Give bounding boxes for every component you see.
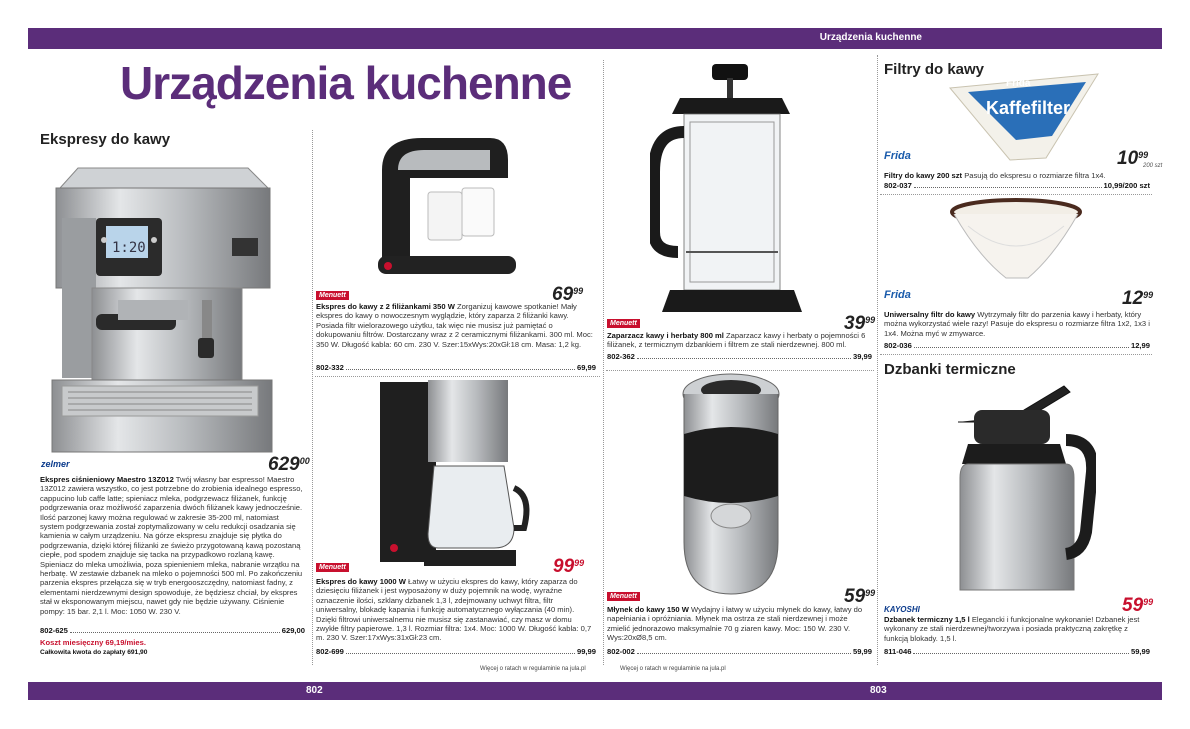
mesh-filter-image <box>948 196 1084 282</box>
sku-row-drip: 802-699 99,99 <box>316 647 596 656</box>
installment-note: Więcej o ratach w regulaminie na jula.pl <box>480 666 586 672</box>
row-divider <box>880 354 1152 355</box>
section-title-espresso: Ekspresy do kawy <box>40 131 171 148</box>
description-two-cup: Ekspres do kawy z 2 filiżankami 350 W Zorganizuj kawowe spotkanie! Mały ekspres do kawy o nowoczesnym wyglądzie, który zaparza 2 filiżanki kawy. Posiada filtr wielorazowego użytku, tak więc nie musisz już pamiętać o dokupowaniu filtrów. Dostarczany wraz z 2 ceramicznymi filiżankami. 300 ml. Moc: 350 W. Długość kabla: 60 cm. 230 V. Szer:15xWys:20xGł:18 cm. Masa: 1,2 kg. <box>316 302 593 349</box>
description-press: Zaparzacz kawy i herbaty 800 ml Zaparzacz kawy i herbaty o pojemności 6 filiżanek, z termicznym dzbankiem i filtrem ze stali nierdzewnej. 800 ml. <box>607 331 866 350</box>
section-title-thermos: Dzbanki termiczne <box>884 361 1016 378</box>
sku-row-maestro: 802-625 629,00 <box>40 626 305 635</box>
svg-text:1:20: 1:20 <box>112 240 146 256</box>
description-maestro: Ekspres ciśnieniowy Maestro 13Z012 Twój własny bar espresso! Maestro 13Z012 zawiera wszystko, co jest potrzebne do zrobienia idealnego espresso, cappucino lub caffe latte; spieniacz mleka, podgrzewacz filiżanek, funkcję podgrzewania oraz możliwość zaparzenia dwóch filiżanek kawy jednocześnie. Ilość parzonej kawy można regulować w zakresie 35-200 ml, natomiast system podgrzewania został zoptymalizowany w celu redukcji osadzania się kamienia w całym urządzeniu. Na górze ekspresu znajduje się płytka do podgrzewania, dzięki której filiżanki ze świeżo przygotowaną kawą pozostaną ciepłe, pod spodem znajduje się tacka na przypadkowo rozlaną kawę. Spieniacz do mleka umożliwia, poza spienieniem mleka, nabranie wrzątku na herbatę. W zestawie dzbanek na mleko o pojemności 500 ml. Po zakończeniu parzenia ekspres przełącza się w tryb energooszczędny, natomiast fadny, z elementami nierdzewnymi design spowoduje, że będziesz chciał, by ekspres stał w eksponowanym miejscu, nawet gdy nie będzie używany. Ciśnienie pompy: 15 bar. 2,1 l. Moc: 1050 W. 230 V. <box>40 475 303 616</box>
brand-logo-menuett: Menuett <box>316 563 349 572</box>
sku-row-mesh-filter: 802-036 12,99 <box>884 341 1150 350</box>
sku-row-grinder: 802-002 59,99 <box>607 647 872 656</box>
brand-logo-frida: Frida <box>884 150 911 162</box>
price-thermos: $59^{99}$ <box>1122 595 1154 616</box>
paper-filters-image <box>946 70 1102 162</box>
french-press-image <box>650 62 810 317</box>
total-cost-maestro: Całkowita kwota do zapłaty 691,90 <box>40 649 148 656</box>
description-paper-filters: Filtry do kawy 200 szt Pasują do ekspresu o rozmiarze filtra 1x4. <box>884 171 1106 180</box>
brand-logo-zelmer: zelmer <box>41 459 70 469</box>
column-divider <box>877 55 878 665</box>
monthly-cost-maestro: Koszt miesięczny 69,19/mies. <box>40 638 146 647</box>
thermos-jug-image <box>954 382 1096 598</box>
price-grinder: $59^{99}$ <box>844 586 876 607</box>
price-press: $39^{99}$ <box>844 313 876 334</box>
pack-label-text: Kaffefilter <box>986 98 1071 118</box>
brand-logo-kayoshi: KAYOSHI <box>884 605 920 614</box>
brand-logo-frida: Frida <box>884 289 911 301</box>
sku-row-two-cup: 802-332 69,99 <box>316 363 596 372</box>
description-drip: Ekspres do kawy 1000 W Łatwy w użyciu ekspres do kawy, który zaparza do dziesięciu filiżanek i jest wyposażony w duży pojemnik na wodę, wyraźne oznaczenie ilości, szklany dzbanek 1,3 l, zdejmowany uchwyt filtra, filtr uniwersalny, blokadę kapania i funkcję automatycznego wyłączania (40 min). Dzięki filtrowi uniwersalnemu nie musisz się zastanawiać, czy masz w domu zwykłe filtry papierowe. 1,3 l. Rozmiar filtra: 1x4. Moc: 1000 W. Długość kabla: 0,7 m. 230 V. Szer:17xWys:31xGł:23 cm. <box>316 577 592 643</box>
brand-logo-menuett: Menuett <box>316 291 349 300</box>
page-number-right: 803 <box>870 685 887 696</box>
page-title: Urządzenia kuchenne <box>120 57 572 109</box>
installment-note: Więcej o ratach w regulaminie na jula.pl <box>620 666 726 672</box>
brand-logo-menuett: Menuett <box>607 592 640 601</box>
espresso-machine-image <box>48 160 280 456</box>
sku-row-press: 802-362 39,99 <box>607 352 872 361</box>
coffee-grinder-image <box>678 372 784 598</box>
row-divider <box>880 194 1152 195</box>
price-unit-paper-filters: 200 szt <box>1143 163 1163 169</box>
price-drip: $99^{99}$ <box>553 556 585 577</box>
price-paper-filters: $10^{99}$ <box>1117 148 1149 169</box>
price-two-cup: $69^{99}$ <box>552 284 584 305</box>
column-divider <box>603 60 604 665</box>
page-number-left: 802 <box>306 685 323 696</box>
column-divider <box>312 130 313 665</box>
drip-coffee-maker-image <box>374 378 534 574</box>
footer-band <box>28 682 1162 700</box>
row-divider <box>606 370 874 371</box>
category-label: Urządzenia kuchenne <box>819 32 922 43</box>
section-title-filters: Filtry do kawy <box>884 61 985 78</box>
top-category-band <box>28 28 1162 49</box>
price-mesh-filter: $12^{99}$ <box>1122 288 1154 309</box>
sku-row-paper-filters: 802-037 10,99/200 szt <box>884 181 1150 190</box>
row-divider <box>315 376 600 377</box>
pack-brand-text: Frida <box>1006 78 1031 89</box>
description-mesh-filter: Uniwersalny filtr do kawy Wytrzymały filtr do parzenia kawy i herbaty, który można wykorzystać wiele razy! Pasuje do ekspresu o rozmiarze filtra 1x2, 1x3 i 1x4. Można myć w zmywarce. <box>884 310 1150 338</box>
two-cup-coffee-maker-image <box>372 130 522 280</box>
description-thermos: Dzbanek termiczny 1,5 l Elegancki i funkcjonalne wykonanie! Dzbanek jest wykonany ze stali nierdzewnej/tworzywa i posiada praktyczną zakrętkę z funkcją blokady. 1,5 l. <box>884 615 1140 643</box>
description-grinder: Młynek do kawy 150 W Wydajny i łatwy w użyciu młynek do kawy, łatwy do napełniania i opróżniania. Młynek ma ostrza ze stali nierdzewnej i może zmielić jednorazowo maksymalnie 70 g ziaren kawy. Moc: 150 W. 230 V. Wys:20xØ8,5 cm. <box>607 605 863 643</box>
price-maestro: $629^{00}$ <box>268 454 310 475</box>
brand-logo-menuett: Menuett <box>607 319 640 328</box>
sku-row-thermos: 811-046 59,99 <box>884 647 1150 656</box>
